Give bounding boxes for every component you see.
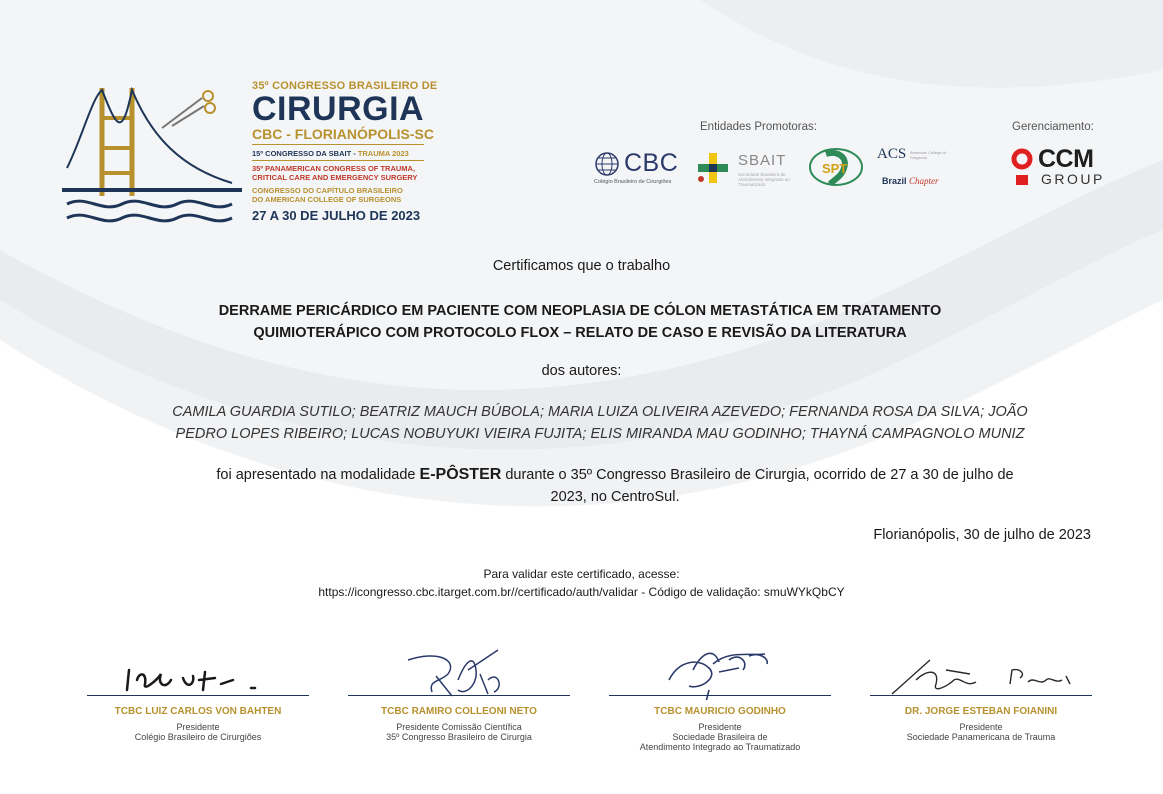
divider	[252, 160, 424, 161]
presentation-suffix: durante o 35º Congresso Brasileiro de Cirurgia, ocorrido de 27 a 30 de julho de	[501, 467, 1014, 483]
signature-line-1	[87, 695, 309, 696]
congress-bridge-logo	[62, 78, 244, 230]
congress-dates: 27 A 30 DE JULHO DE 2023	[252, 208, 421, 223]
signature-line-3	[609, 695, 831, 696]
acs-subtext: American College of Surgeons	[910, 150, 947, 160]
authors-line1: CAMILA GUARDIA SUTILO; BEATRIZ MAUCH BÚBOLA; MARIA LUIZA OLIVEIRA AZEVEDO; FERNANDA ROSA DA SILVA; JOÃO	[172, 404, 1028, 420]
management-label: Gerenciamento:	[1012, 121, 1094, 133]
congress-name: CIRURGIA	[252, 90, 425, 128]
acs-text: ACS	[877, 146, 907, 162]
signer-role-3b: Sociedade Brasileira de	[672, 732, 768, 742]
signer-role-2b: 35º Congresso Brasileiro de Cirurgia	[386, 732, 532, 742]
spt-logo	[808, 146, 864, 188]
acs-line1: CONGRESSO DO CAPÍTULO BRASILEIRO	[252, 186, 403, 195]
ccm-group-text: GROUP	[1041, 171, 1105, 187]
congress-sbait-line	[252, 149, 452, 158]
cbc-text: CBC	[624, 149, 679, 177]
signature-scribble-1	[87, 640, 309, 700]
promoters-label: Entidades Promotoras:	[700, 121, 817, 133]
signer-role-1b: Colégio Brasileiro de Cirurgiões	[134, 732, 262, 742]
congress-title-block	[252, 80, 452, 223]
certificate-intro: Certificamos que o trabalho	[492, 258, 671, 274]
presentation-line2: 2023, no CentroSul.	[550, 489, 680, 505]
presentation-line1	[150, 464, 1080, 486]
signer-role-2a: Presidente Comissão Científica	[396, 722, 522, 732]
panamerican-line1: 35º PANAMERICAN CONGRESS OF TRAUMA,	[252, 164, 416, 173]
congress-line1: 35º CONGRESSO BRASILEIRO DE	[252, 80, 438, 92]
signer-role-2	[348, 722, 570, 742]
validation-label: Para validar este certificado, acesse:	[483, 567, 680, 581]
authors-label: dos autores:	[541, 363, 622, 379]
signer-role-4b: Sociedade Panamericana de Trauma	[906, 732, 1056, 742]
signature-scribble-3	[609, 640, 831, 700]
signature-scribble-4	[870, 640, 1092, 700]
signature-line-2	[348, 695, 570, 696]
ccm-pin-icon	[1010, 147, 1034, 187]
acs-line2: DO AMERICAN COLLEGE OF SURGEONS	[252, 195, 402, 204]
validation-block	[0, 565, 1163, 601]
signer-name-3: TCBC MAURICIO GODINHO	[654, 706, 786, 717]
sbait-text: SBAIT	[738, 152, 787, 169]
signer-role-3a: Presidente	[698, 722, 742, 732]
work-title-line1: DERRAME PERICÁRDICO EM PACIENTE COM NEOPLASIA DE CÓLON METASTÁTICA EM TRATAMENTO	[218, 303, 942, 319]
ccm-text: CCM	[1038, 145, 1094, 173]
trauma-year: TRAUMA 2023	[357, 149, 409, 158]
ccm-group-logo	[1010, 145, 1115, 189]
work-title	[140, 300, 1020, 344]
signer-role-4	[870, 722, 1092, 742]
cbc-subtext: Colégio Brasileiro de Cirurgiões	[594, 179, 672, 185]
signer-name-4: DR. JORGE ESTEBAN FOIANINI	[904, 706, 1058, 717]
presentation-prefix: foi apresentado na modalidade	[216, 467, 420, 483]
signer-name-2: TCBC RAMIRO COLLEONI NETO	[381, 706, 537, 717]
authors-list	[160, 401, 1040, 445]
work-title-line2: QUIMIOTERÁPICO COM PROTOCOLO FLOX – RELATO DE CASO E REVISÃO DA LITERATURA	[253, 325, 907, 341]
divider	[252, 144, 424, 145]
panamerican-line2: CRITICAL CARE AND EMERGENCY SURGERY	[252, 173, 418, 182]
panamerican-line	[252, 164, 452, 182]
authors-line2: PEDRO LOPES RIBEIRO; LUCAS NOBUYUKI VIEIRA FUJITA; ELIS MIRANDA MAU GODINHO; THAYNÁ CAMPAGNOLO MUNIZ	[175, 426, 1025, 442]
signature-line-4	[870, 695, 1092, 696]
spt-text: SPT	[822, 161, 848, 176]
acs-brazil-chapter	[882, 176, 939, 186]
sbait-cross-icon	[696, 151, 730, 185]
cbc-logo	[594, 149, 690, 189]
signer-name-1: TCBC LUIZ CARLOS VON BAHTEN	[114, 706, 282, 717]
sbait-subtext: Sociedade Brasileira de Atendimento Integrado ao Traumatizado	[738, 172, 790, 187]
signer-role-1a: Presidente	[176, 722, 220, 732]
sbait-congress-text: 15º CONGRESSO DA SBAIT -	[252, 149, 358, 158]
modality: E-PÔSTER	[419, 466, 502, 483]
acs-brazil-logo	[877, 146, 953, 190]
signer-role-3	[609, 722, 831, 752]
acs-brazil-word: Brazil	[882, 176, 907, 186]
congress-location: CBC - FLORIANÓPOLIS-SC	[252, 126, 434, 142]
signer-role-1	[87, 722, 309, 742]
acs-chapter-line	[252, 186, 452, 204]
sbait-logo	[696, 149, 806, 189]
place-date: Florianópolis, 30 de julho de 2023	[873, 527, 1091, 543]
signer-role-4a: Presidente	[959, 722, 1003, 732]
validation-url[interactable]: https://icongresso.cbc.itarget.com.br//certificado/auth/validar - Código de validação: smuWYkQbCY	[318, 585, 845, 599]
acs-chapter-word: Chapter	[909, 176, 939, 186]
signature-scribble-2	[348, 640, 570, 700]
signer-role-3c: Atendimento Integrado ao Traumatizado	[639, 742, 801, 752]
cbc-globe-icon	[594, 151, 620, 177]
presentation-statement	[150, 464, 1080, 508]
